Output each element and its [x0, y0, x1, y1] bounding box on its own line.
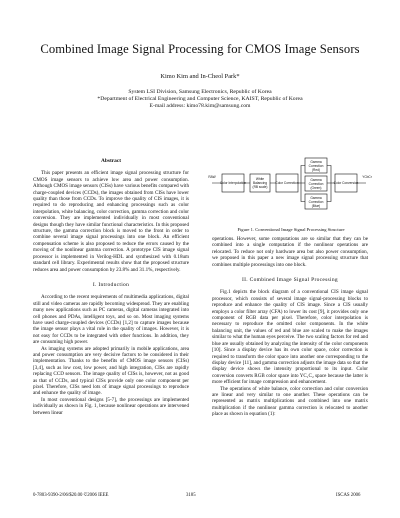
- abstract-text: This paper presents an efficient image signal processing structure for CMOS image sensors to achieve low area and power consumption. Although CMOS image sensors (CISs) have various benefits compared with charge-coupled devices (CCDs), the images obtained from CISs have lower quality than those from CCDs. To improve the quality of CIS images, it is required to do reproducing and enhancing processings such as color interpolation, white balancing, color correction, gamma correction and color conversion. They are implemented individually in most conventional designs though they have similar functional characteristics. In this proposed structure, the gamma correction block is moved to the front in order to combine several image signal processings into one block. An efficient compensation scheme is also proposed to reduce the errors caused by the moving of the nonlinear gamma correction. A prototype CIS image signal processor is implemented in Verilog-HDL and synthesized with 0.18um standard cell library. Experimental results show that the proposed structure reduces area and power consumption by 23.8% and 31.1%, respectively.: [33, 170, 189, 273]
- intro-paragraph-1: According to the recent requirements of multimedia applications, digital still and video cameras are rapidly becoming widespread. They are enabling many new applications such as PC cameras, digital cameras integrated into cell phones and PDAs, intelligent toys, and so on. Most imaging systems have used charge-coupled devices (CCDs) [1,2] to capture images because the image sensor plays a vital role in the quality of images. However, it is not easy for CCDs to be integrated with other functions. In addition, they are consuming high power.: [33, 294, 189, 346]
- email-address: E-mail address: kimo78.kim@samsung.com: [149, 103, 251, 109]
- gamma-red-label-1: Gamma: [310, 160, 322, 164]
- intro-paragraph-3: In most conventional designs [5-7], the processings are implemented individually as shown in Fig. 1, because nonlinear operations are intervened between linear: [33, 396, 189, 416]
- raw-label: RAW: [208, 175, 216, 179]
- affiliation-2: *Department of Electrical Engineering and Computer Science, KAIST, Republic of Korea: [97, 96, 303, 102]
- left-column: [33, 158, 189, 416]
- right-paragraph-1: operations. However, some computations are so similar that they can be combined into a single computation if the nonlinear operations are relocated. To reduce not only hardware area but also power consumption, we proposed in this paper a new image signal processing structure that combines multiple processings into one block.: [212, 236, 368, 268]
- gamma-green-label-1: Gamma: [310, 178, 322, 182]
- section-2-heading: II. Combined Image Signal Processing: [242, 277, 338, 284]
- right-column: [212, 236, 368, 418]
- gamma-green-label-2: Correction: [308, 182, 324, 186]
- interpolation-label: Color Interpolation: [219, 181, 247, 185]
- figure-1-block-diagram: [206, 156, 376, 224]
- section-2-paragraph-1: Fig.1 depicts the block diagram of a conventional CIS image signal processor, which consists of several image signal-processing blocks to reproduce and enhance the quality of CIS image. Since a CIS usually employs a color filter array (CFA) to lower its cost [9], it provides only one component of RGB data per pixel. Therefore, color interpolation is necessary to reproduce the omitted color components. In the white balancing unit, the values of red and blue are scaled to make the images similar to what the human eyes perceive. The two scaling factors for red and blue are usually obtained by analyzing the intensity of the color components [10]. Since a display device has its own color space, color correction is required to transform the color space into another one corresponding to the display device [11], and gamma correction adjusts the image data so that the display device shows the intensity proportional to its input. Color conversion converts RGB color space into YC₁C₂ space because the latter is more efficient for image compression and enhancement.: [212, 289, 368, 386]
- paper-title: Combined Image Signal Processing for CMOS Image Sensors: [40, 42, 360, 56]
- gamma-blue-label-3: (Blue): [311, 204, 321, 208]
- wb-label-2: Balancing: [253, 181, 267, 185]
- footer-isbn: 0-7803-9390-2/06/$20.00 ©2006 IEEE: [33, 493, 109, 498]
- color-conversion-label: Color Conversion: [333, 181, 359, 185]
- gamma-green-label-3: (Green): [310, 186, 322, 190]
- color-correction-label: Color Correction: [275, 181, 299, 185]
- section-2-paragraph-2: The operations of white balance, color correction and color conversion are linear and very similar to one another. These operations can be represented as matrix multiplications and combined into one matrix multiplication if the nonlinear gamma correction is relocated to another place as shown in equation (1):: [212, 385, 368, 418]
- intro-heading: I. Introduction: [92, 281, 130, 288]
- ycbcr-label: YCbCr: [362, 175, 372, 179]
- gamma-red-label-3: (Red): [312, 168, 320, 172]
- footer-page-number: 3185: [186, 493, 196, 498]
- figure-1-caption: Figure 1. Conventional Image Signal Processing Structure: [237, 227, 345, 232]
- authors: Kimo Kim and In-Cheol Park*: [160, 73, 240, 80]
- wb-label-1: White: [255, 177, 265, 181]
- gamma-red-label-2: Correction: [308, 164, 324, 168]
- gamma-blue-label-1: Gamma: [310, 196, 322, 200]
- intro-paragraph-2: As imaging systems are adopted primarily in mobile applications, area and power consumption are very decisive factors to be considered in their implementation. Thanks to the benefits of CMOS image sensors (CISs) [3,4], such as low cost, low power, and high integration, CISs are rapidly replacing CCD sensors. The image quality of CISs is, however, not as good as that of CCDs, and typical CISs provide only one color component per pixel. Therefore, CISs need lots of image signal processings to reproduce and enhance the quality of image.: [33, 345, 189, 397]
- footer-conference: ISCAS 2006: [336, 493, 361, 498]
- gamma-blue-label-2: Correction: [308, 200, 324, 204]
- wb-label-3: (RB scale): [252, 185, 268, 189]
- abstract-heading: Abstract: [100, 158, 122, 164]
- affiliation-1: System LSI Division, Samsung Electronics, Republic of Korea: [128, 89, 272, 95]
